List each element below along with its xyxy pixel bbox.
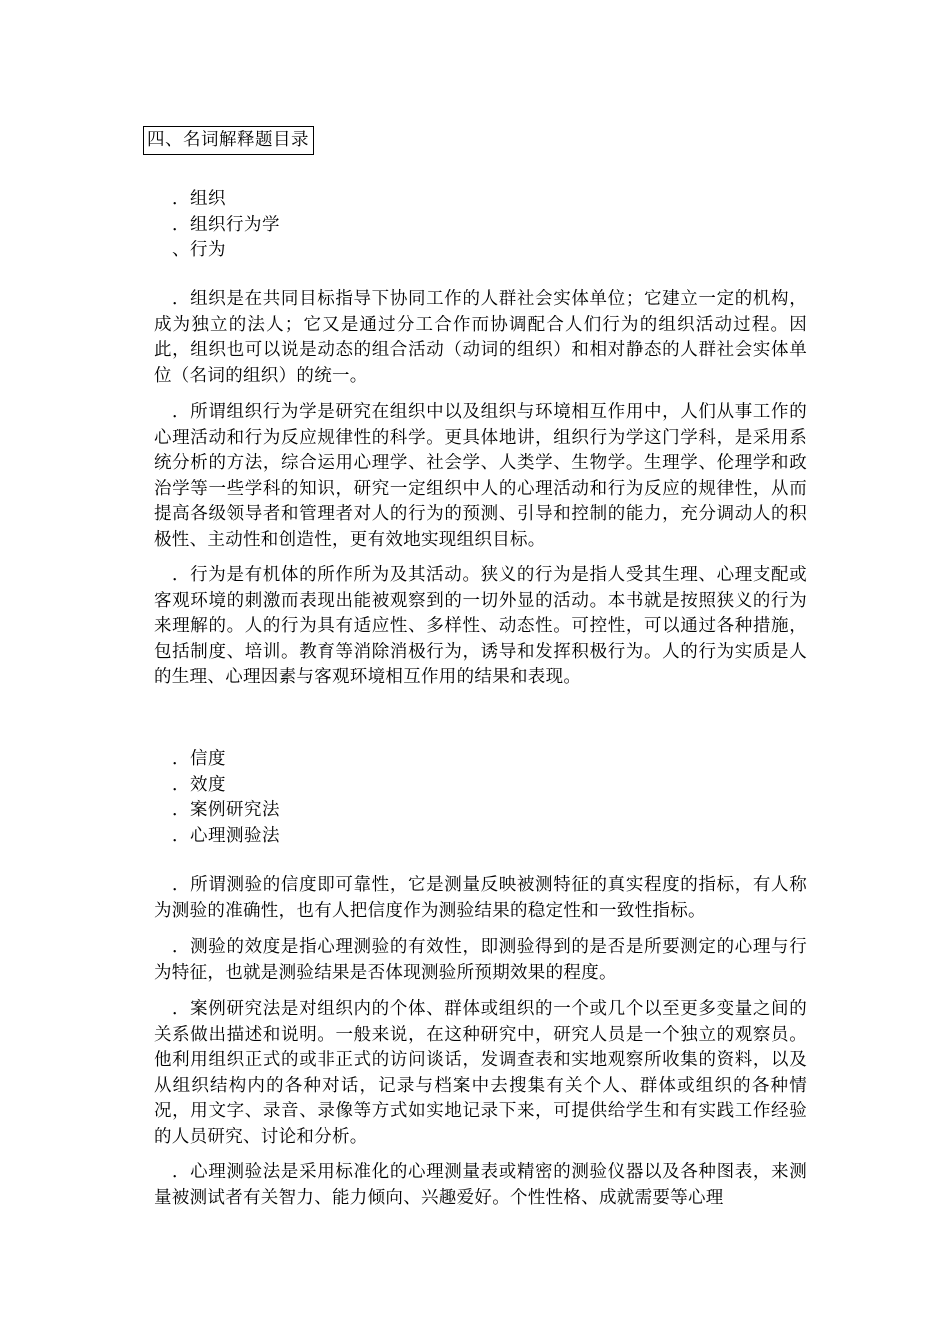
term-item: ．案例研究法 [172, 800, 280, 820]
term-item: ．信度 [172, 749, 226, 769]
term-item: 、行为 [172, 240, 226, 260]
definition-validity: ．测验的效度是指心理测验的有效性，即测验得到的是否是所要测定的心理与行为特征，也就是测验结果是否体现测验所预期效果的程度。 [154, 937, 807, 983]
term-list-2 [172, 747, 280, 849]
section-heading: 四、名词解释题目录 [143, 126, 314, 155]
definition-behavior: ．行为是有机体的所作所为及其活动。狭义的行为是指人受其生理、心理支配或客观环境的刺激而表现出能被观察到的一切外显的活动。本书就是按照狭义的行为来理解的。人的行为具有适应性、多样性、动态性。可控性，可以通过各种措施，包括制度、培训。教育等消除消极行为，诱导和发挥积极行为。人的行为实质是人的生理、心理因素与客观环境相互作用的结果和表现。 [154, 565, 807, 688]
term-list-1 [172, 187, 280, 264]
term-item: ．效度 [172, 774, 226, 795]
term-item: ．组织 [172, 189, 226, 209]
definition-organizational-behavior: ．所谓组织行为学是研究在组织中以及组织与环境相互作用中，人们从事工作的心理活动和行为反应规律性的科学。更具体地讲，组织行为学这门学科，是采用系统分析的方法，综合运用心理学、社会学、人类学、生物学。生理学、伦理学和政治学等一些学科的知识，研究一定组织中人的心理活动和行为反应的规律性，从而提高各级领导者和管理者对人的行为的预测、引导和控制的能力，充分调动人的积极性、主动性和创造性，更有效地实现组织目标。 [154, 402, 807, 550]
definition-organization: ．组织是在共同目标指导下协同工作的人群社会实体单位；它建立一定的机构，成为独立的法人；它又是通过分工合作而协调配合人们行为的组织活动过程。因此，组织也可以说是动态的组合活动（动词的组织）和相对静态的人群社会实体单位（名词的组织）的统一。 [154, 289, 807, 386]
term-item: ．组织行为学 [172, 214, 280, 235]
definition-psychological-test: ．心理测验法是采用标准化的心理测量表或精密的测验仪器以及各种图表，来测量被测试者有关智力、能力倾向、兴趣爱好。个性性格、成就需要等心理 [154, 1162, 807, 1208]
definition-case-study: ．案例研究法是对组织内的个体、群体或组织的一个或几个以至更多变量之间的关系做出描述和说明。一般来说，在这种研究中，研究人员是一个独立的观察员。他利用组织正式的或非正式的访问谈话，发调查表和实地观察所收集的资料，以及从组织结构内的各种对话，记录与档案中去搜集有关个人、群体或组织的各种情况，用文字、录音、录像等方式如实地记录下来，可提供给学生和有实践工作经验的人员研究、讨论和分析。 [154, 999, 807, 1147]
term-item: ．心理测验法 [172, 825, 280, 846]
definition-reliability: ．所谓测验的信度即可靠性，它是测量反映被测特征的真实程度的指标，有人称为测验的准确性，也有人把信度作为测验结果的稳定性和一致性指标。 [154, 875, 807, 921]
